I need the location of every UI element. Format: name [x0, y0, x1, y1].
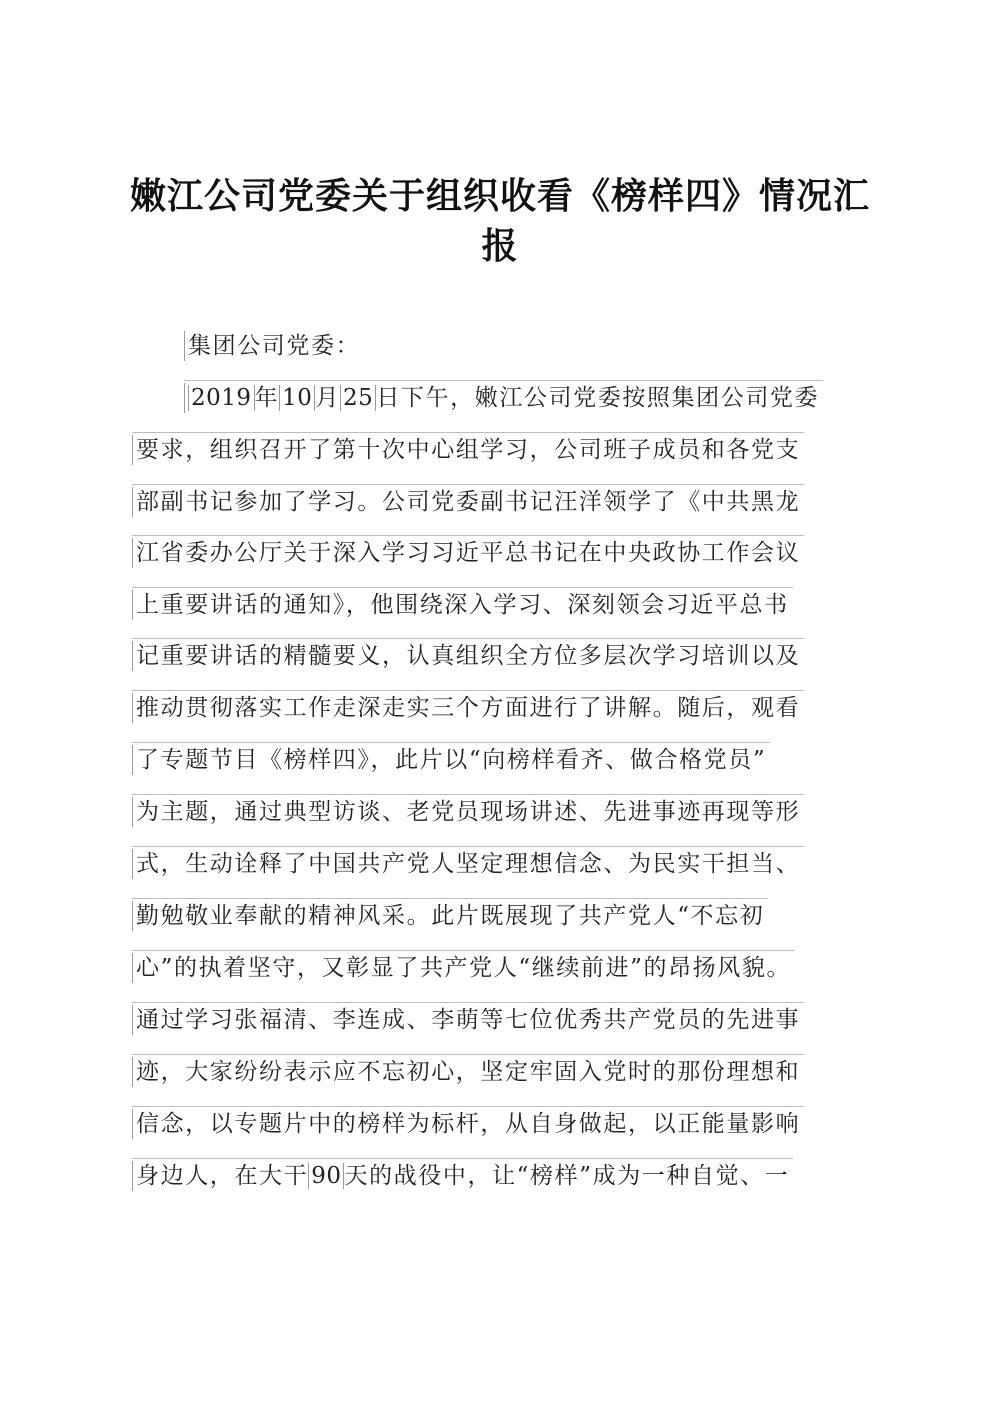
paragraph-line: 式，生动诠释了中国共产党人坚定理想信念、为民实干担当、	[136, 848, 800, 882]
last-line-after: 天的战役中，让“榜样”成为一种自觉、一	[344, 1163, 790, 1189]
document-title: 嫩江公司党委关于组织收看《榜样四》情况汇报	[129, 176, 870, 267]
paragraph-line: 部副书记参加了学习。公司党委副书记汪洋领学了《中共黑龙	[136, 486, 800, 520]
paragraph-line-first	[188, 382, 819, 416]
paragraph-line: 记重要讲话的精髓要义，认真组织全方位多层次学习培训以及	[136, 640, 800, 674]
paragraph-line: 心”的执着坚守，又彰显了共产党人“继续前进”的昂扬风貌。	[136, 952, 791, 986]
paragraph-line: 上重要讲话的通知》，他围绕深入学习、深刻领会习近平总书	[136, 589, 789, 623]
date-year-unit: 年	[254, 385, 280, 411]
first-line-rest: 日下午，嫩江公司党委按照集团公司党委	[376, 385, 820, 411]
date-day: 25	[340, 385, 376, 411]
days-number: 90	[308, 1163, 344, 1189]
salutation: 集团公司党委：	[188, 330, 360, 364]
last-line-before: 身边人，在大干	[136, 1163, 309, 1189]
paragraph-line: 江省委办公厅关于深入学习习近平总书记在中央政协工作会议	[136, 537, 800, 571]
paragraph-line: 迹，大家纷纷表示应不忘初心，坚定牢固入党时的那份理想和	[136, 1056, 800, 1090]
date-year: 2019	[188, 385, 255, 411]
paragraph-line: 要求，组织召开了第十次中心组学习，公司班子成员和各党支	[136, 434, 800, 468]
paragraph-line: 为主题，通过典型访谈、老党员现场讲述、先进事迹再现等形	[136, 796, 800, 830]
date-month-unit: 月	[315, 385, 341, 411]
date-month: 10	[279, 385, 315, 411]
paragraph-line-last	[136, 1160, 789, 1194]
paragraph-line: 信念，以专题片中的榜样为标杆，从自身做起，以正能量影响	[136, 1108, 800, 1142]
paragraph-line: 推动贯彻落实工作走深走实三个方面进行了讲解。随后，观看	[136, 692, 800, 726]
paragraph-line: 通过学习张福清、李连成、李萌等七位优秀共产党员的先进事	[136, 1004, 800, 1038]
paragraph-line: 勤勉敬业奉献的精神风采。此片既展现了共产党人“不忘初	[136, 900, 764, 934]
paragraph-line: 了专题节目《榜样四》，此片以“向榜样看齐、做合格党员”	[136, 744, 766, 778]
